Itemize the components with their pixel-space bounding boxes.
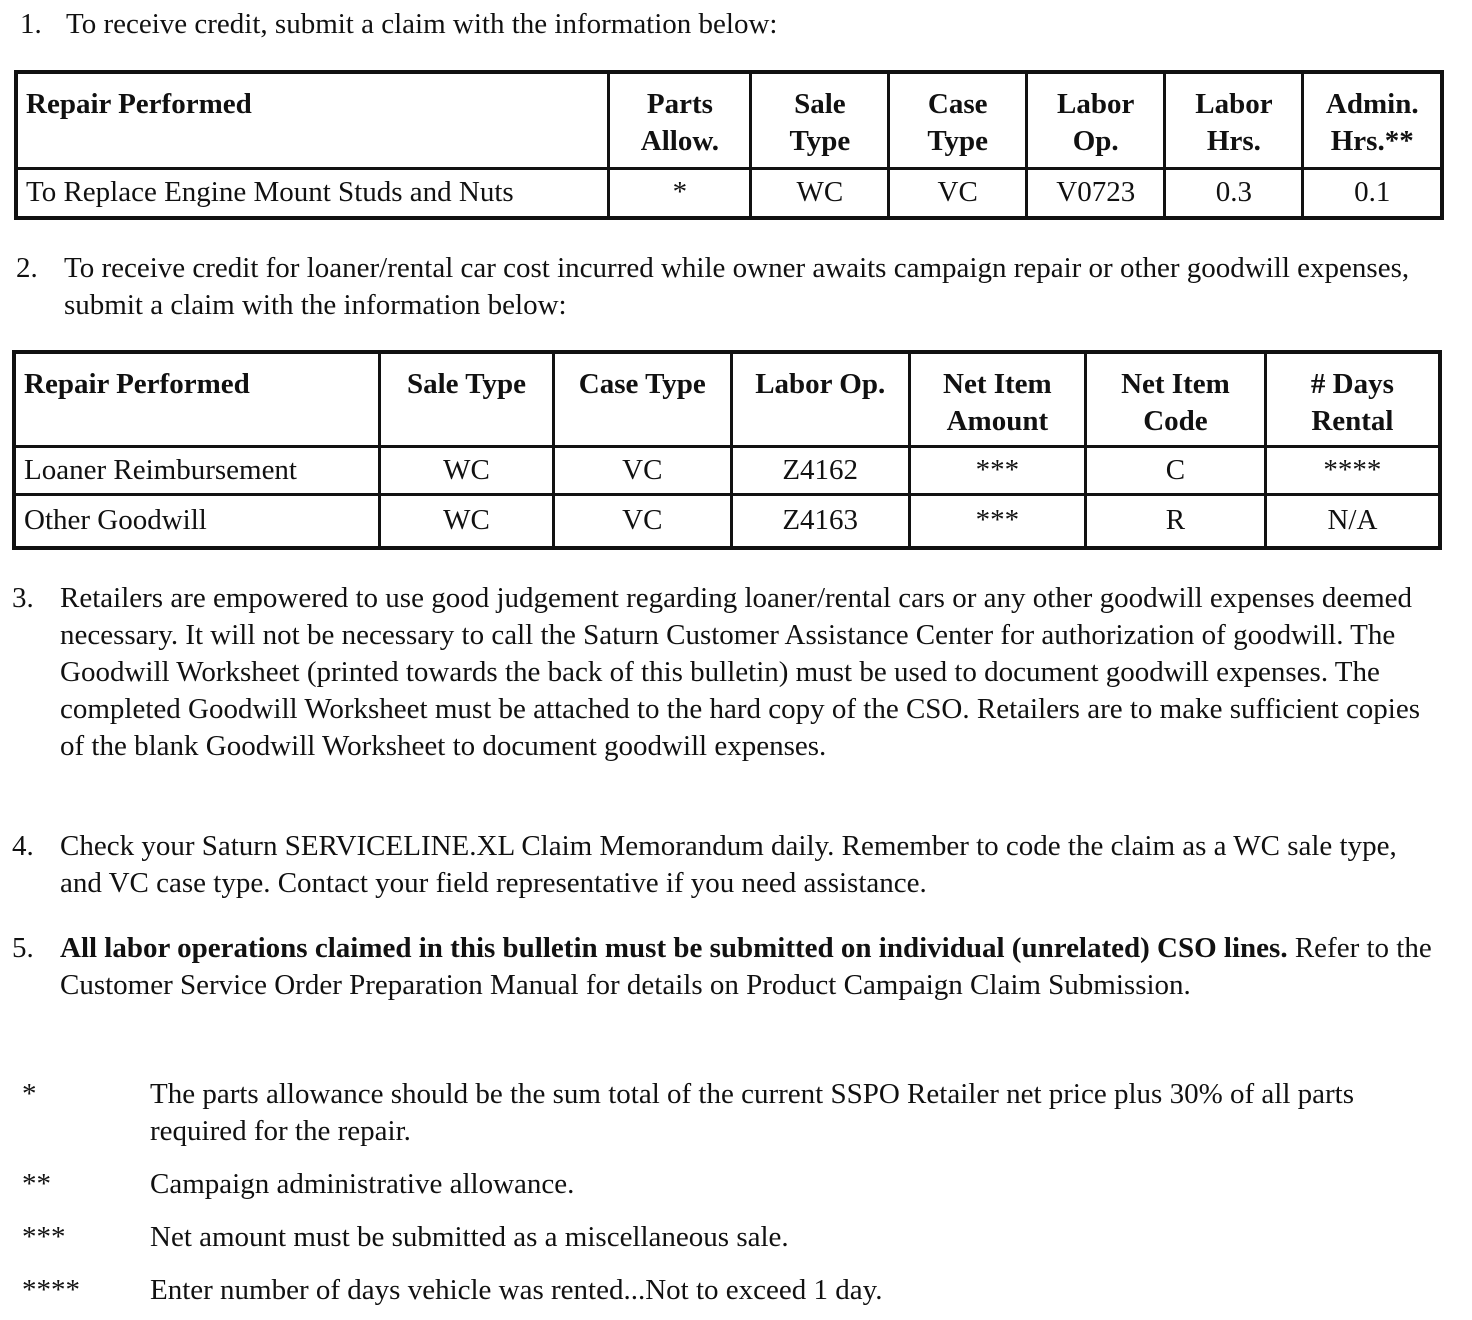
table-cell: Z4163 — [731, 494, 909, 548]
table-cell: Other Goodwill — [14, 494, 380, 548]
table-cell: R — [1086, 494, 1266, 548]
table-header-cell: Net Item Amount — [909, 352, 1085, 446]
claim-table-2 — [12, 350, 1442, 550]
table-cell: To Replace Engine Mount Studs and Nuts — [16, 168, 609, 218]
step-text: To receive credit for loaner/rental car cost incurred while owner awaits campaign repair or other goodwill expenses, submit a claim with the information below: — [64, 252, 1410, 321]
footnote-mark: ** — [22, 1168, 51, 1200]
table-cell: *** — [909, 446, 1085, 494]
table-cell: **** — [1265, 446, 1440, 494]
table-row — [14, 494, 1440, 548]
table-header-cell: # Days Rental — [1265, 352, 1440, 446]
table-cell: VC — [553, 446, 731, 494]
table-header-cell: Case Type — [889, 72, 1027, 168]
table-cell: WC — [380, 446, 554, 494]
table-header-cell: Parts Allow. — [609, 72, 751, 168]
step-number: 4. — [12, 830, 34, 862]
step-number: 3. — [12, 582, 34, 614]
table-header-cell: Repair Performed — [16, 72, 609, 168]
table-header-cell: Labor Hrs. — [1165, 72, 1303, 168]
table-cell: Loaner Reimbursement — [14, 446, 380, 494]
step-text: Check your Saturn SERVICELINE.XL Claim Memorandum daily. Remember to code the claim as a WC sale type, and VC case type. Contact your field representative if you need assistance. — [60, 830, 1397, 899]
table-cell: VC — [889, 168, 1027, 218]
table-cell: WC — [380, 494, 554, 548]
step-number: 1. — [20, 8, 42, 40]
step-rest-text: Refer to the Customer Service Order Preparation Manual for details on Product Campaign Claim Submission. — [60, 932, 1432, 1001]
table-cell: C — [1086, 446, 1266, 494]
table-header-row — [16, 72, 1442, 168]
table-cell: VC — [553, 494, 731, 548]
table-cell: 0.3 — [1165, 168, 1303, 218]
table-header-row — [14, 352, 1440, 446]
footnote-text: Campaign administrative allowance. — [150, 1168, 575, 1200]
table-header-cell: Net Item Code — [1086, 352, 1266, 446]
table-cell: 0.1 — [1303, 168, 1442, 218]
step-number: 5. — [12, 932, 34, 964]
step-text — [60, 930, 1440, 1004]
table-header-cell: Admin. Hrs.** — [1303, 72, 1442, 168]
table-row — [14, 446, 1440, 494]
table-header-cell: Sale Type — [751, 72, 889, 168]
step-text: To receive credit, submit a claim with the information below: — [66, 8, 778, 40]
table-header-cell: Labor Op. — [731, 352, 909, 446]
table-header-cell: Labor Op. — [1027, 72, 1165, 168]
table-header-cell: Repair Performed — [14, 352, 380, 446]
footnote-text: Net amount must be submitted as a miscellaneous sale. — [150, 1221, 789, 1253]
table-header-cell: Case Type — [553, 352, 731, 446]
step-bold-text: All labor operations claimed in this bulletin must be submitted on individual (unrelated) CSO lines. — [60, 932, 1288, 964]
footnote-mark: **** — [22, 1274, 80, 1306]
table-cell: V0723 — [1027, 168, 1165, 218]
step-text: Retailers are empowered to use good judgement regarding loaner/rental cars or any other goodwill expenses deemed necessary. It will not be necessary to call the Saturn Customer Assistance Center for authorization of goodwill. The Goodwill Worksheet (printed towards the back of this bulletin) must be used to document goodwill expenses. The completed Goodwill Worksheet must be attached to the hard copy of the CSO. Retailers are to make sufficient copies of the blank Goodwill Worksheet to document goodwill expenses. — [60, 582, 1421, 762]
table-cell: N/A — [1265, 494, 1440, 548]
table-cell: Z4162 — [731, 446, 909, 494]
table-row — [16, 168, 1442, 218]
table-header-cell: Sale Type — [380, 352, 554, 446]
footnote-text: Enter number of days vehicle was rented...Not to exceed 1 day. — [150, 1274, 883, 1306]
claim-table-1 — [14, 70, 1444, 220]
footnote-mark: * — [22, 1078, 37, 1110]
footnote-mark: *** — [22, 1221, 66, 1253]
step-number: 2. — [16, 252, 38, 284]
table-cell: * — [609, 168, 751, 218]
table-cell: WC — [751, 168, 889, 218]
table-cell: *** — [909, 494, 1085, 548]
footnote-text: The parts allowance should be the sum total of the current SSPO Retailer net price plus 30% of all parts required for the repair. — [150, 1078, 1354, 1147]
